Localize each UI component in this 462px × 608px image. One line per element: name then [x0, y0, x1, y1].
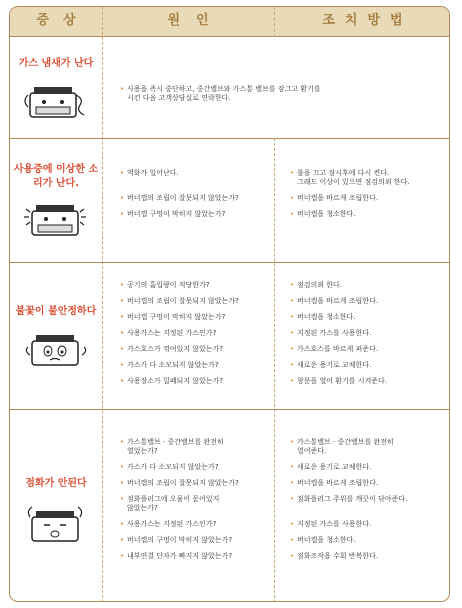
list-item: • 지정된 가스를 사용한다. — [290, 520, 446, 529]
cause-list — [120, 438, 270, 568]
merged-instruction — [120, 85, 430, 110]
list-item: • 버너캡의 조립이 잘못되지 않았는가? — [120, 479, 270, 488]
action-list — [290, 281, 446, 393]
column-divider-cause — [274, 138, 275, 602]
list-item: • 가스통밸브 · 중간밸브를 완전히 열었는가? — [120, 438, 270, 456]
list-item: • 버너캡을 청소한다. — [290, 536, 446, 545]
symptom-label: 가스 냄새가 난다 — [18, 58, 94, 69]
list-item: • 버너캡의 조립이 잘못되지 않았는가? — [120, 194, 270, 203]
symptom-label: 점화가 안된다 — [25, 478, 87, 489]
list-item: • 사용가스는 지정된 가스인가? — [120, 520, 270, 529]
list-item: • 버너캡을 청소한다. — [290, 313, 446, 322]
list-item: • 버너캡을 청소한다. — [290, 210, 446, 219]
list-item: • 불을 끄고 잠시후에 다시 켠다. 그래도 이상이 있으면 점검의뢰 한다. — [290, 169, 446, 187]
row-divider-2 — [10, 262, 449, 263]
action-list — [290, 169, 446, 226]
symptom-label: 불꽃이 불안정하다 — [15, 306, 97, 317]
list-item: • 사용장소가 밀폐되지 않았는가? — [120, 377, 270, 386]
list-item: • 버너캡을 바르게 조립한다. — [290, 479, 446, 488]
list-item: • 점화조작을 수회 반복한다. — [290, 552, 446, 561]
symptom-label: 사용중에 이상한 소리가 난다. — [13, 164, 99, 189]
row-divider-3 — [10, 409, 449, 410]
list-item: • 버너캡의 구멍이 막히지 않았는가? — [120, 536, 270, 545]
list-item: • 지정된 가스를 사용한다. — [290, 329, 446, 338]
gas-range-noise-icon — [22, 197, 90, 241]
list-item: • 버너캡의 조립이 잘못되지 않았는가? — [120, 297, 270, 306]
cause-list — [120, 281, 270, 393]
row-divider-1 — [10, 138, 449, 139]
list-item: • 창문을 열어 환기를 시켜준다. — [290, 377, 446, 386]
list-item: • 버너캡을 바르게 조립한다. — [290, 194, 446, 203]
header-cause: 원인 — [167, 13, 225, 28]
header-symptom: 증상 — [36, 13, 90, 28]
list-item: • 버너캡을 바르게 조립한다. — [290, 297, 446, 306]
list-item: • 가스호스가 꺾여있지 않았는가? — [120, 345, 270, 354]
list-item: • 버너캡 구멍이 막히지 않았는가? — [120, 210, 270, 219]
table-header — [10, 7, 449, 37]
list-item: • 새로운 용기로 교체한다. — [290, 463, 446, 472]
list-item: • 점화플러그 주위를 깨끗이 닦아준다. — [290, 495, 446, 504]
gas-range-flame-icon — [22, 327, 90, 371]
list-item: • 사용을 즉시 중단하고, 중간밸브와 가스통 밸브를 잠그고 환기를 시킨 다음 고객상담실로 연락한다. — [120, 85, 430, 103]
header-action: 조치방법 — [322, 13, 413, 28]
list-item: • 새로운 용기로 교체한다. — [290, 361, 446, 370]
gas-range-no-ignition-icon — [22, 503, 90, 547]
troubleshooting-table — [9, 6, 450, 602]
list-item: • 가스가 다 소모되지 않았는가? — [120, 361, 270, 370]
list-item: • 점화플러그에 오물이 묻어있지 않았는가? — [120, 495, 270, 513]
list-item: • 점검의뢰 한다. — [290, 281, 446, 290]
list-item: • 사용가스는 지정된 가스인가? — [120, 329, 270, 338]
list-item: • 내부연결 단자가 빠지지 않았는가? — [120, 552, 270, 561]
column-divider-header — [274, 7, 275, 37]
list-item: • 버너캡 구멍이 막히지 않았는가? — [120, 313, 270, 322]
gas-range-smell-icon — [22, 79, 90, 123]
list-item: • 가스통밸브 · 중간밸브를 완전히 열어준다. — [290, 438, 446, 456]
list-item: • 공기의 흡입량이 적당한가? — [120, 281, 270, 290]
column-divider-symptom — [102, 7, 103, 602]
list-item: • 역화가 일어난다. — [120, 169, 270, 178]
cause-list — [120, 169, 270, 226]
list-item: • 가스가 다 소모되지 않았는가? — [120, 463, 270, 472]
action-list — [290, 438, 446, 568]
list-item: • 가스호스를 바르게 펴준다. — [290, 345, 446, 354]
